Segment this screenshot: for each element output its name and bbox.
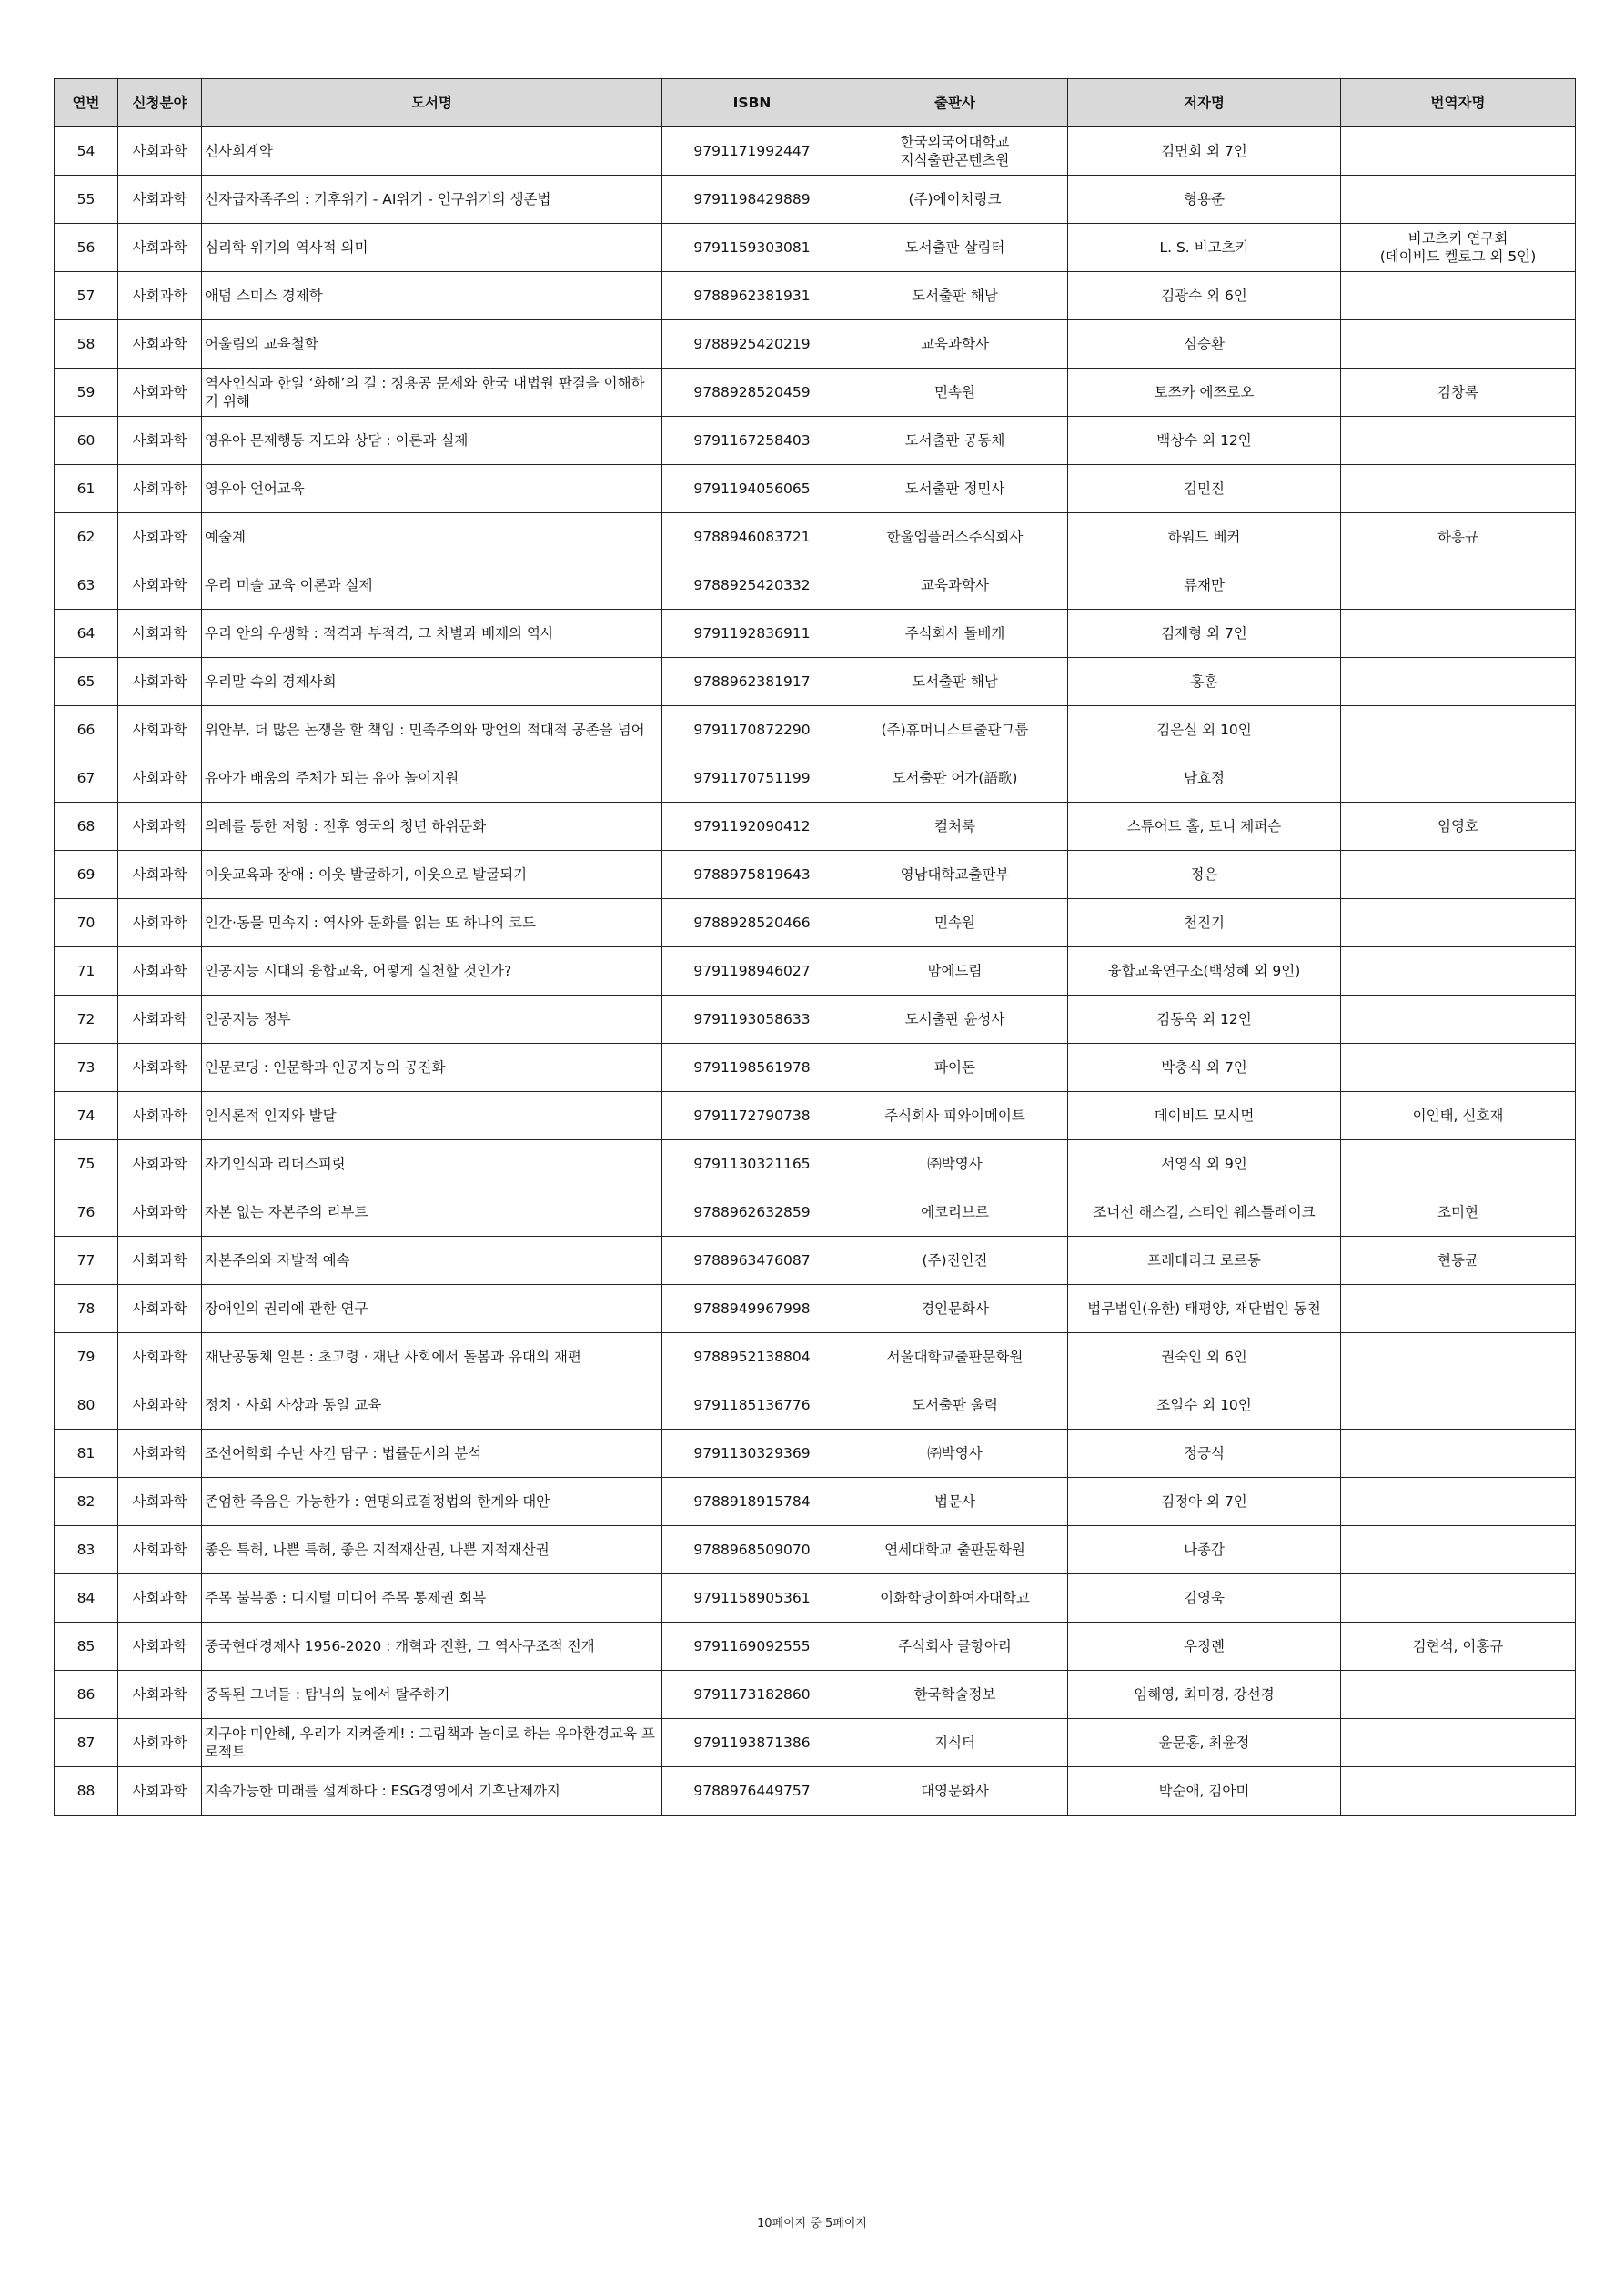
cell-translator — [1341, 1381, 1576, 1430]
table-row — [55, 1574, 1576, 1623]
cell-publisher: ㈜박영사 — [842, 1430, 1068, 1478]
cell-translator: 김현석, 이홍규 — [1341, 1623, 1576, 1671]
table-row — [55, 1526, 1576, 1574]
table-row — [55, 1285, 1576, 1333]
page-indicator: 10페이지 중 5페이지 — [757, 2217, 867, 2230]
table-row — [55, 320, 1576, 369]
cell-no: 58 — [55, 320, 118, 369]
cell-title: 영유아 언어교육 — [202, 465, 662, 513]
table-row — [55, 1381, 1576, 1430]
header-publisher: 출판사 — [842, 79, 1068, 127]
cell-isbn: 9791185136776 — [662, 1381, 842, 1430]
cell-author: 김은실 외 10인 — [1068, 706, 1341, 754]
cell-publisher: 도서출판 살림터 — [842, 224, 1068, 272]
cell-field: 사회과학 — [118, 851, 202, 899]
cell-title: 존엄한 죽음은 가능한가 : 연명의료결정법의 한계와 대안 — [202, 1478, 662, 1526]
cell-author: 김정아 외 7인 — [1068, 1478, 1341, 1526]
cell-author: 형용준 — [1068, 176, 1341, 224]
cell-isbn: 9788975819643 — [662, 851, 842, 899]
cell-isbn: 9788952138804 — [662, 1333, 842, 1381]
cell-author: 심승환 — [1068, 320, 1341, 369]
cell-isbn: 9788928520459 — [662, 369, 842, 417]
cell-no: 80 — [55, 1381, 118, 1430]
cell-title: 자본 없는 자본주의 리부트 — [202, 1188, 662, 1237]
cell-translator — [1341, 1671, 1576, 1719]
cell-translator — [1341, 706, 1576, 754]
cell-isbn: 9788949967998 — [662, 1285, 842, 1333]
cell-translator — [1341, 1767, 1576, 1816]
cell-field: 사회과학 — [118, 610, 202, 658]
cell-isbn: 9788925420219 — [662, 320, 842, 369]
cell-no: 87 — [55, 1719, 118, 1767]
cell-publisher: 도서출판 울력 — [842, 1381, 1068, 1430]
cell-isbn: 9788946083721 — [662, 513, 842, 561]
cell-field: 사회과학 — [118, 1285, 202, 1333]
cell-no: 57 — [55, 272, 118, 320]
cell-field: 사회과학 — [118, 1767, 202, 1816]
cell-isbn: 9788976449757 — [662, 1767, 842, 1816]
cell-no: 79 — [55, 1333, 118, 1381]
cell-field: 사회과학 — [118, 1140, 202, 1188]
cell-translator: 김창록 — [1341, 369, 1576, 417]
cell-publisher: 주식회사 피와이메이트 — [842, 1092, 1068, 1140]
cell-publisher: 서울대학교출판문화원 — [842, 1333, 1068, 1381]
cell-translator — [1341, 320, 1576, 369]
table-row — [55, 127, 1576, 176]
cell-publisher: 주식회사 돌베개 — [842, 610, 1068, 658]
cell-no: 70 — [55, 899, 118, 947]
header-row — [55, 79, 1576, 127]
cell-publisher: 도서출판 정민사 — [842, 465, 1068, 513]
table-row — [55, 465, 1576, 513]
cell-field: 사회과학 — [118, 1188, 202, 1237]
cell-field: 사회과학 — [118, 803, 202, 851]
cell-author: 데이비드 모시먼 — [1068, 1092, 1341, 1140]
cell-field: 사회과학 — [118, 417, 202, 465]
cell-author: 권숙인 외 6인 — [1068, 1333, 1341, 1381]
cell-translator — [1341, 1526, 1576, 1574]
cell-publisher: 민속원 — [842, 899, 1068, 947]
cell-field: 사회과학 — [118, 658, 202, 706]
header-title: 도서명 — [202, 79, 662, 127]
table-row — [55, 1044, 1576, 1092]
cell-title: 인공지능 시대의 융합교육, 어떻게 실천할 것인가? — [202, 947, 662, 996]
cell-isbn: 9791130321165 — [662, 1140, 842, 1188]
cell-publisher: 도서출판 어가(語歌) — [842, 754, 1068, 803]
cell-translator — [1341, 272, 1576, 320]
cell-title: 정치 · 사회 사상과 통일 교육 — [202, 1381, 662, 1430]
cell-no: 85 — [55, 1623, 118, 1671]
cell-title: 신사회계약 — [202, 127, 662, 176]
cell-translator — [1341, 610, 1576, 658]
cell-author: 김민진 — [1068, 465, 1341, 513]
header-isbn: ISBN — [662, 79, 842, 127]
cell-isbn: 9791193871386 — [662, 1719, 842, 1767]
cell-publisher: 도서출판 해남 — [842, 658, 1068, 706]
table-row — [55, 176, 1576, 224]
cell-translator: 임영호 — [1341, 803, 1576, 851]
cell-field: 사회과학 — [118, 176, 202, 224]
cell-publisher: (주)에이치링크 — [842, 176, 1068, 224]
cell-title: 의례를 통한 저항 : 전후 영국의 청년 하위문화 — [202, 803, 662, 851]
cell-title: 위안부, 더 많은 논쟁을 할 책임 : 민족주의와 망언의 적대적 공존을 넘어 — [202, 706, 662, 754]
cell-title: 인문코딩 : 인문학과 인공지능의 공진화 — [202, 1044, 662, 1092]
cell-isbn: 9788962381917 — [662, 658, 842, 706]
cell-field: 사회과학 — [118, 272, 202, 320]
cell-author: 남효정 — [1068, 754, 1341, 803]
cell-translator: 조미현 — [1341, 1188, 1576, 1237]
table-header — [55, 79, 1576, 127]
cell-isbn: 9791169092555 — [662, 1623, 842, 1671]
cell-field: 사회과학 — [118, 754, 202, 803]
cell-publisher: 한울엠플러스주식회사 — [842, 513, 1068, 561]
cell-field: 사회과학 — [118, 899, 202, 947]
cell-title: 좋은 특허, 나쁜 특허, 좋은 지적재산권, 나쁜 지적재산권 — [202, 1526, 662, 1574]
cell-field: 사회과학 — [118, 224, 202, 272]
table-row — [55, 754, 1576, 803]
table-row — [55, 1478, 1576, 1526]
cell-translator — [1341, 1430, 1576, 1478]
cell-field: 사회과학 — [118, 561, 202, 610]
cell-author: 정긍식 — [1068, 1430, 1341, 1478]
cell-field: 사회과학 — [118, 127, 202, 176]
cell-field: 사회과학 — [118, 1574, 202, 1623]
table-row — [55, 1188, 1576, 1237]
cell-no: 78 — [55, 1285, 118, 1333]
cell-field: 사회과학 — [118, 706, 202, 754]
table-row — [55, 706, 1576, 754]
cell-translator — [1341, 996, 1576, 1044]
table-row — [55, 1140, 1576, 1188]
cell-isbn: 9791159303081 — [662, 224, 842, 272]
cell-publisher: 교육과학사 — [842, 320, 1068, 369]
table-row — [55, 513, 1576, 561]
cell-isbn: 9788918915784 — [662, 1478, 842, 1526]
cell-no: 77 — [55, 1237, 118, 1285]
cell-no: 54 — [55, 127, 118, 176]
cell-translator — [1341, 851, 1576, 899]
table-row — [55, 947, 1576, 996]
cell-field: 사회과학 — [118, 1381, 202, 1430]
cell-isbn: 9791193058633 — [662, 996, 842, 1044]
cell-author: 나종갑 — [1068, 1526, 1341, 1574]
cell-isbn: 9791194056065 — [662, 465, 842, 513]
cell-author: 하워드 베커 — [1068, 513, 1341, 561]
cell-title: 역사인식과 한일 ‘화해’의 길 : 징용공 문제와 한국 대법원 판결을 이해하기 위해 — [202, 369, 662, 417]
cell-title: 자본주의와 자발적 예속 — [202, 1237, 662, 1285]
cell-author: 김동욱 외 12인 — [1068, 996, 1341, 1044]
book-list-table — [54, 78, 1576, 1816]
cell-author: 윤문홍, 최윤정 — [1068, 1719, 1341, 1767]
cell-isbn: 9791173182860 — [662, 1671, 842, 1719]
cell-field: 사회과학 — [118, 947, 202, 996]
header-no: 연번 — [55, 79, 118, 127]
cell-isbn: 9791130329369 — [662, 1430, 842, 1478]
cell-publisher: 주식회사 글항아리 — [842, 1623, 1068, 1671]
cell-title: 인공지능 정부 — [202, 996, 662, 1044]
cell-translator — [1341, 1574, 1576, 1623]
table-row — [55, 272, 1576, 320]
table-row — [55, 417, 1576, 465]
cell-isbn: 9788928520466 — [662, 899, 842, 947]
cell-isbn: 9791172790738 — [662, 1092, 842, 1140]
cell-no: 75 — [55, 1140, 118, 1188]
cell-publisher: 지식터 — [842, 1719, 1068, 1767]
cell-no: 60 — [55, 417, 118, 465]
table-row — [55, 1237, 1576, 1285]
cell-title: 조선어학회 수난 사건 탐구 : 법률문서의 분석 — [202, 1430, 662, 1478]
cell-title: 심리학 위기의 역사적 의미 — [202, 224, 662, 272]
cell-isbn: 9791158905361 — [662, 1574, 842, 1623]
cell-publisher: 도서출판 공동체 — [842, 417, 1068, 465]
table-row — [55, 899, 1576, 947]
header-author: 저자명 — [1068, 79, 1341, 127]
cell-author: 류재만 — [1068, 561, 1341, 610]
table-row — [55, 1333, 1576, 1381]
table-row — [55, 1767, 1576, 1816]
cell-publisher: 민속원 — [842, 369, 1068, 417]
cell-isbn: 9791171992447 — [662, 127, 842, 176]
cell-field: 사회과학 — [118, 1237, 202, 1285]
table-row — [55, 224, 1576, 272]
cell-publisher: 파이돈 — [842, 1044, 1068, 1092]
cell-isbn: 9788968509070 — [662, 1526, 842, 1574]
table-row — [55, 658, 1576, 706]
cell-field: 사회과학 — [118, 996, 202, 1044]
table-row — [55, 1719, 1576, 1767]
cell-no: 83 — [55, 1526, 118, 1574]
cell-translator: 비고츠키 연구회 (데이비드 켈로그 외 5인) — [1341, 224, 1576, 272]
cell-no: 68 — [55, 803, 118, 851]
cell-isbn: 9791198561978 — [662, 1044, 842, 1092]
cell-field: 사회과학 — [118, 1623, 202, 1671]
cell-no: 76 — [55, 1188, 118, 1237]
cell-publisher: 대영문화사 — [842, 1767, 1068, 1816]
cell-no: 59 — [55, 369, 118, 417]
cell-no: 84 — [55, 1574, 118, 1623]
cell-translator — [1341, 1478, 1576, 1526]
cell-publisher: 연세대학교 출판문화원 — [842, 1526, 1068, 1574]
cell-translator: 이인태, 신호재 — [1341, 1092, 1576, 1140]
cell-title: 예술계 — [202, 513, 662, 561]
cell-author: 정은 — [1068, 851, 1341, 899]
cell-field: 사회과학 — [118, 1092, 202, 1140]
cell-translator — [1341, 561, 1576, 610]
cell-publisher: 맘에드림 — [842, 947, 1068, 996]
cell-publisher: 교육과학사 — [842, 561, 1068, 610]
cell-field: 사회과학 — [118, 1044, 202, 1092]
cell-publisher: 에코리브르 — [842, 1188, 1068, 1237]
cell-author: 우징롄 — [1068, 1623, 1341, 1671]
cell-title: 지속가능한 미래를 설계하다 : ESG경영에서 기후난제까지 — [202, 1767, 662, 1816]
cell-translator: 하홍규 — [1341, 513, 1576, 561]
cell-title: 우리 미술 교육 이론과 실제 — [202, 561, 662, 610]
cell-no: 73 — [55, 1044, 118, 1092]
cell-publisher: 도서출판 해남 — [842, 272, 1068, 320]
cell-no: 71 — [55, 947, 118, 996]
cell-title: 중독된 그녀들 : 탐닉의 늪에서 탈주하기 — [202, 1671, 662, 1719]
cell-isbn: 9791170872290 — [662, 706, 842, 754]
cell-field: 사회과학 — [118, 1333, 202, 1381]
cell-title: 재난공동체 일본 : 초고령 · 재난 사회에서 돌봄과 유대의 재편 — [202, 1333, 662, 1381]
cell-no: 86 — [55, 1671, 118, 1719]
cell-no: 65 — [55, 658, 118, 706]
header-translator: 번역자명 — [1341, 79, 1576, 127]
cell-author: L. S. 비고츠키 — [1068, 224, 1341, 272]
cell-translator — [1341, 1140, 1576, 1188]
cell-title: 장애인의 권리에 관한 연구 — [202, 1285, 662, 1333]
cell-author: 토쯔카 에쯔로오 — [1068, 369, 1341, 417]
cell-author: 프레데리크 로르동 — [1068, 1237, 1341, 1285]
cell-title: 어울림의 교육철학 — [202, 320, 662, 369]
cell-translator — [1341, 947, 1576, 996]
cell-title: 애덤 스미스 경제학 — [202, 272, 662, 320]
table-row — [55, 851, 1576, 899]
table-row — [55, 610, 1576, 658]
cell-publisher: 이화학당이화여자대학교 — [842, 1574, 1068, 1623]
cell-author: 천진기 — [1068, 899, 1341, 947]
cell-title: 인식론적 인지와 발달 — [202, 1092, 662, 1140]
table-row — [55, 369, 1576, 417]
cell-author: 김광수 외 6인 — [1068, 272, 1341, 320]
cell-author: 스튜어트 홀, 토니 제퍼슨 — [1068, 803, 1341, 851]
cell-field: 사회과학 — [118, 1671, 202, 1719]
cell-field: 사회과학 — [118, 1526, 202, 1574]
cell-publisher: 영남대학교출판부 — [842, 851, 1068, 899]
cell-title: 유아가 배움의 주체가 되는 유아 놀이지원 — [202, 754, 662, 803]
cell-author: 김영욱 — [1068, 1574, 1341, 1623]
cell-translator — [1341, 1333, 1576, 1381]
cell-isbn: 9791167258403 — [662, 417, 842, 465]
cell-isbn: 9788925420332 — [662, 561, 842, 610]
cell-translator — [1341, 127, 1576, 176]
table-row — [55, 803, 1576, 851]
cell-publisher: (주)휴머니스트출판그룹 — [842, 706, 1068, 754]
cell-author: 조너선 해스컬, 스티언 웨스틀레이크 — [1068, 1188, 1341, 1237]
cell-no: 55 — [55, 176, 118, 224]
cell-title: 지구야 미안해, 우리가 지켜줄게! : 그림책과 놀이로 하는 유아환경교육 프로젝트 — [202, 1719, 662, 1767]
cell-author: 박충식 외 7인 — [1068, 1044, 1341, 1092]
cell-publisher: (주)진인진 — [842, 1237, 1068, 1285]
cell-publisher: ㈜박영사 — [842, 1140, 1068, 1188]
cell-author: 김재형 외 7인 — [1068, 610, 1341, 658]
table-row — [55, 1430, 1576, 1478]
cell-translator — [1341, 465, 1576, 513]
cell-isbn: 9788962632859 — [662, 1188, 842, 1237]
table-row — [55, 1671, 1576, 1719]
cell-translator: 현동균 — [1341, 1237, 1576, 1285]
cell-no: 67 — [55, 754, 118, 803]
cell-publisher: 한국학술정보 — [842, 1671, 1068, 1719]
cell-title: 인간·동물 민속지 : 역사와 문화를 읽는 또 하나의 코드 — [202, 899, 662, 947]
table-row — [55, 561, 1576, 610]
cell-translator — [1341, 899, 1576, 947]
cell-title: 신자급자족주의 : 기후위기 - AI위기 - 인구위기의 생존법 — [202, 176, 662, 224]
cell-field: 사회과학 — [118, 1430, 202, 1478]
cell-author: 홍훈 — [1068, 658, 1341, 706]
cell-publisher: 한국외국어대학교 지식출판콘텐츠원 — [842, 127, 1068, 176]
cell-isbn: 9791198429889 — [662, 176, 842, 224]
cell-translator — [1341, 1719, 1576, 1767]
cell-isbn: 9791198946027 — [662, 947, 842, 996]
cell-title: 주목 불복종 : 디지털 미디어 주목 통제권 회복 — [202, 1574, 662, 1623]
cell-translator — [1341, 176, 1576, 224]
cell-isbn: 9788963476087 — [662, 1237, 842, 1285]
cell-author: 임해영, 최미경, 강선경 — [1068, 1671, 1341, 1719]
cell-no: 63 — [55, 561, 118, 610]
cell-field: 사회과학 — [118, 1719, 202, 1767]
cell-translator — [1341, 1044, 1576, 1092]
cell-no: 82 — [55, 1478, 118, 1526]
cell-field: 사회과학 — [118, 1478, 202, 1526]
cell-no: 56 — [55, 224, 118, 272]
cell-field: 사회과학 — [118, 369, 202, 417]
table-row — [55, 996, 1576, 1044]
cell-title: 우리말 속의 경제사회 — [202, 658, 662, 706]
cell-no: 69 — [55, 851, 118, 899]
cell-isbn: 9791170751199 — [662, 754, 842, 803]
cell-title: 우리 안의 우생학 : 적격과 부적격, 그 차별과 배제의 역사 — [202, 610, 662, 658]
cell-translator — [1341, 754, 1576, 803]
cell-author: 박순애, 김아미 — [1068, 1767, 1341, 1816]
cell-translator — [1341, 417, 1576, 465]
cell-author: 융합교육연구소(백성혜 외 9인) — [1068, 947, 1341, 996]
table-row — [55, 1623, 1576, 1671]
cell-author: 법무법인(유한) 태평양, 재단법인 동천 — [1068, 1285, 1341, 1333]
cell-title: 이웃교육과 장애 : 이웃 발굴하기, 이웃으로 발굴되기 — [202, 851, 662, 899]
cell-no: 61 — [55, 465, 118, 513]
cell-no: 64 — [55, 610, 118, 658]
cell-author: 백상수 외 12인 — [1068, 417, 1341, 465]
cell-author: 서영식 외 9인 — [1068, 1140, 1341, 1188]
cell-author: 조일수 외 10인 — [1068, 1381, 1341, 1430]
table-row — [55, 1092, 1576, 1140]
header-field: 신청분야 — [118, 79, 202, 127]
cell-no: 72 — [55, 996, 118, 1044]
cell-title: 중국현대경제사 1956-2020 : 개혁과 전환, 그 역사구조적 전개 — [202, 1623, 662, 1671]
cell-publisher: 도서출판 윤성사 — [842, 996, 1068, 1044]
table-body — [55, 127, 1576, 1816]
cell-isbn: 9788962381931 — [662, 272, 842, 320]
cell-field: 사회과학 — [118, 513, 202, 561]
cell-translator — [1341, 658, 1576, 706]
cell-field: 사회과학 — [118, 320, 202, 369]
cell-no: 74 — [55, 1092, 118, 1140]
cell-no: 88 — [55, 1767, 118, 1816]
cell-no: 66 — [55, 706, 118, 754]
cell-no: 81 — [55, 1430, 118, 1478]
cell-publisher: 법문사 — [842, 1478, 1068, 1526]
cell-isbn: 9791192090412 — [662, 803, 842, 851]
cell-no: 62 — [55, 513, 118, 561]
cell-title: 영유아 문제행동 지도와 상담 : 이론과 실제 — [202, 417, 662, 465]
cell-isbn: 9791192836911 — [662, 610, 842, 658]
cell-author: 김면회 외 7인 — [1068, 127, 1341, 176]
cell-translator — [1341, 1285, 1576, 1333]
cell-title: 자기인식과 리더스피릿 — [202, 1140, 662, 1188]
cell-publisher: 컬처룩 — [842, 803, 1068, 851]
cell-field: 사회과학 — [118, 465, 202, 513]
cell-publisher: 경인문화사 — [842, 1285, 1068, 1333]
